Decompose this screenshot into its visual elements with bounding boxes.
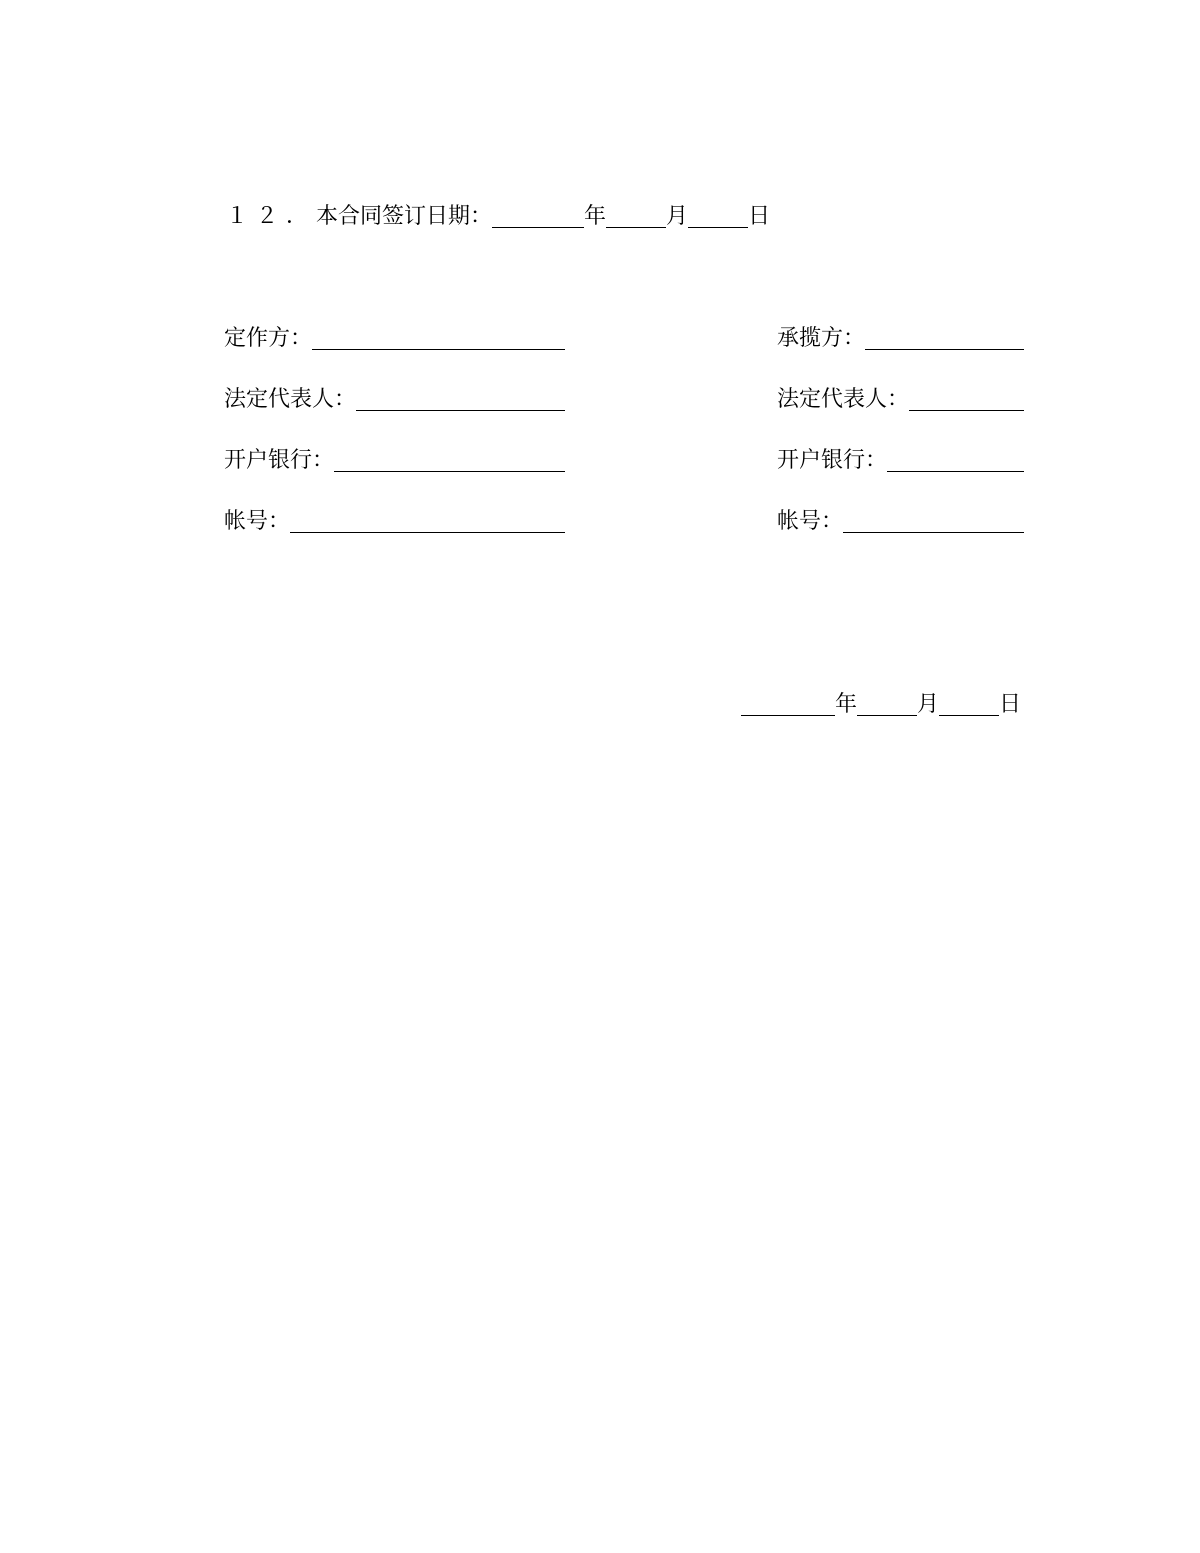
footer-year-label: 年 xyxy=(835,692,858,717)
party-b-rep-label: 法定代表人： xyxy=(777,387,910,412)
party-a-bank-label: 开户银行： xyxy=(224,448,335,473)
party-a-account-row xyxy=(224,507,565,537)
party-a-bank-blank[interactable] xyxy=(334,447,565,472)
signing-year-label: 年 xyxy=(584,204,607,229)
party-a-rep-label: 法定代表人： xyxy=(224,387,357,412)
signing-day-label: 日 xyxy=(748,204,771,229)
footer-year-blank[interactable] xyxy=(741,691,835,716)
signing-date-label: 本合同签订日期： xyxy=(316,204,493,229)
party-b-bank-blank[interactable] xyxy=(887,447,1024,472)
party-b-rep-blank[interactable] xyxy=(909,386,1024,411)
footer-date xyxy=(741,690,1021,720)
signing-day-blank[interactable] xyxy=(688,203,748,228)
party-a-name-row xyxy=(224,324,565,354)
party-b-name-blank[interactable] xyxy=(865,325,1024,350)
party-a-name-label: 定作方： xyxy=(224,326,313,351)
party-b-account-label: 帐号： xyxy=(777,509,844,534)
signing-month-label: 月 xyxy=(666,204,689,229)
party-b-account-row xyxy=(777,507,1024,537)
clause-number: １２． xyxy=(226,204,317,229)
party-a-bank-row xyxy=(224,446,565,476)
footer-month-blank[interactable] xyxy=(857,691,917,716)
party-b-name-label: 承揽方： xyxy=(777,326,866,351)
party-b-account-blank[interactable] xyxy=(843,508,1024,533)
party-a-account-blank[interactable] xyxy=(290,508,565,533)
footer-day-blank[interactable] xyxy=(939,691,999,716)
footer-month-label: 月 xyxy=(917,692,940,717)
party-a-account-label: 帐号： xyxy=(224,509,291,534)
party-a-rep-row xyxy=(224,385,565,415)
footer-day-label: 日 xyxy=(999,692,1022,717)
signing-month-blank[interactable] xyxy=(606,203,666,228)
signing-year-blank[interactable] xyxy=(492,203,584,228)
signing-date-clause xyxy=(226,202,770,232)
party-b-bank-label: 开户银行： xyxy=(777,448,888,473)
party-b-bank-row xyxy=(777,446,1024,476)
party-b-name-row xyxy=(777,324,1024,354)
party-a-rep-blank[interactable] xyxy=(356,386,565,411)
party-a-name-blank[interactable] xyxy=(312,325,565,350)
party-b-rep-row xyxy=(777,385,1024,415)
